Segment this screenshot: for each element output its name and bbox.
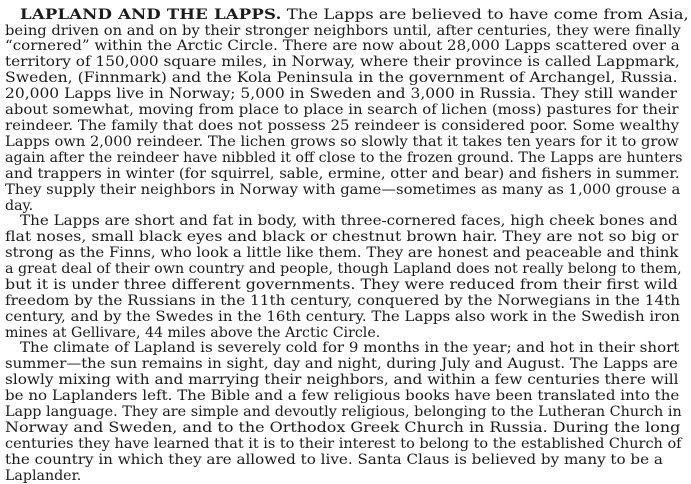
- text-line: be no Laplanders left. The Bible and a few religious books have been translated into the: [5, 388, 680, 404]
- text-line: Laplander.: [5, 468, 82, 484]
- text-line: Sweden, (Finnmark) and the Kola Peninsula in the government of Archangel, Russia.: [5, 70, 678, 86]
- article-title: LAPLAND AND THE LAPPS.: [20, 7, 282, 23]
- text-line: centuries they have learned that it is to their interest to belong to the established Church of: [5, 436, 682, 452]
- text-line: about somewhat, moving from place to place in search of lichen (moss) pastures for their: [5, 102, 679, 118]
- text-line: “cornered” within the Arctic Circle. There are now about 28,000 Lapps scattered over a: [5, 38, 680, 54]
- text-line: Lapp language. They are simple and devoutly religious, belonging to the Lutheran Church in: [5, 404, 682, 420]
- text-line: Norway and Sweden, and to the Orthodox Greek Church in Russia. During the long: [5, 420, 681, 436]
- text-line: The Lapps are short and fat in body, with three-cornered faces, high cheek bones and: [20, 213, 678, 229]
- title-line-text: The Lapps are believed to have come from Asia,: [281, 7, 689, 23]
- text-line: Lapps own 2,000 reindeer. The lichen grows so slowly that it takes ten years for it to grow: [5, 134, 679, 150]
- text-line: reindeer. The family that does not possess 25 reindeer is considered poor. Some wealthy: [5, 118, 680, 134]
- text-line: century, and by the Swedes in the 16th century. The Lapps also work in the Swedish iron: [5, 309, 680, 325]
- text-line: The climate of Lapland is severely cold for 9 months in the year; and hot in their short: [20, 340, 680, 356]
- text-line: freedom by the Russians in the 11th century, conquered by the Norwegians in the 14th: [5, 293, 681, 309]
- text-line: but it is under three different governments. They were reduced from their first wild: [5, 277, 678, 293]
- text-line: day.: [5, 198, 34, 214]
- text-line: territory of 150,000 square miles, in Norway, where their province is called Lappmark,: [5, 54, 680, 70]
- text-line: a great deal of their own country and people, though Lapland does not really belong to them,: [5, 261, 682, 277]
- text-line: flat noses, small black eyes and black or chestnut brown hair. They are not so big or: [5, 229, 679, 245]
- text-line: 20,000 Lapps live in Norway; 5,000 in Sweden and 3,000 in Russia. They still wander: [5, 86, 678, 102]
- text-line: summer—the sun remains in sight, day and night, during July and August. The Lapps are: [5, 356, 678, 372]
- text-line: mines at Gellivare, 44 miles above the Arctic Circle.: [5, 325, 381, 341]
- text-line: They supply their neighbors in Norway with game—sometimes as many as 1,000 grouse a: [5, 182, 681, 198]
- text-line: and trappers in winter (for squirrel, sable, ermine, otter and bear) and fishers in summer.: [5, 166, 680, 182]
- text-line: again after the reindeer have nibbled it off close to the frozen ground. The Lapps are hunters: [5, 150, 683, 166]
- text-line: the country in which they are allowed to live. Santa Claus is believed by many to be a: [5, 452, 663, 468]
- text-line: strong as the Finns, who look a little like them. They are honest and peaceable and think: [5, 245, 679, 261]
- text-line: [20, 7, 689, 23]
- text-line: being driven on and on by their stronger neighbors until, after centuries, they were finally: [5, 23, 681, 39]
- text-line: slowly mixing with and marrying their neighbors, and within a few centuries there will: [5, 372, 679, 388]
